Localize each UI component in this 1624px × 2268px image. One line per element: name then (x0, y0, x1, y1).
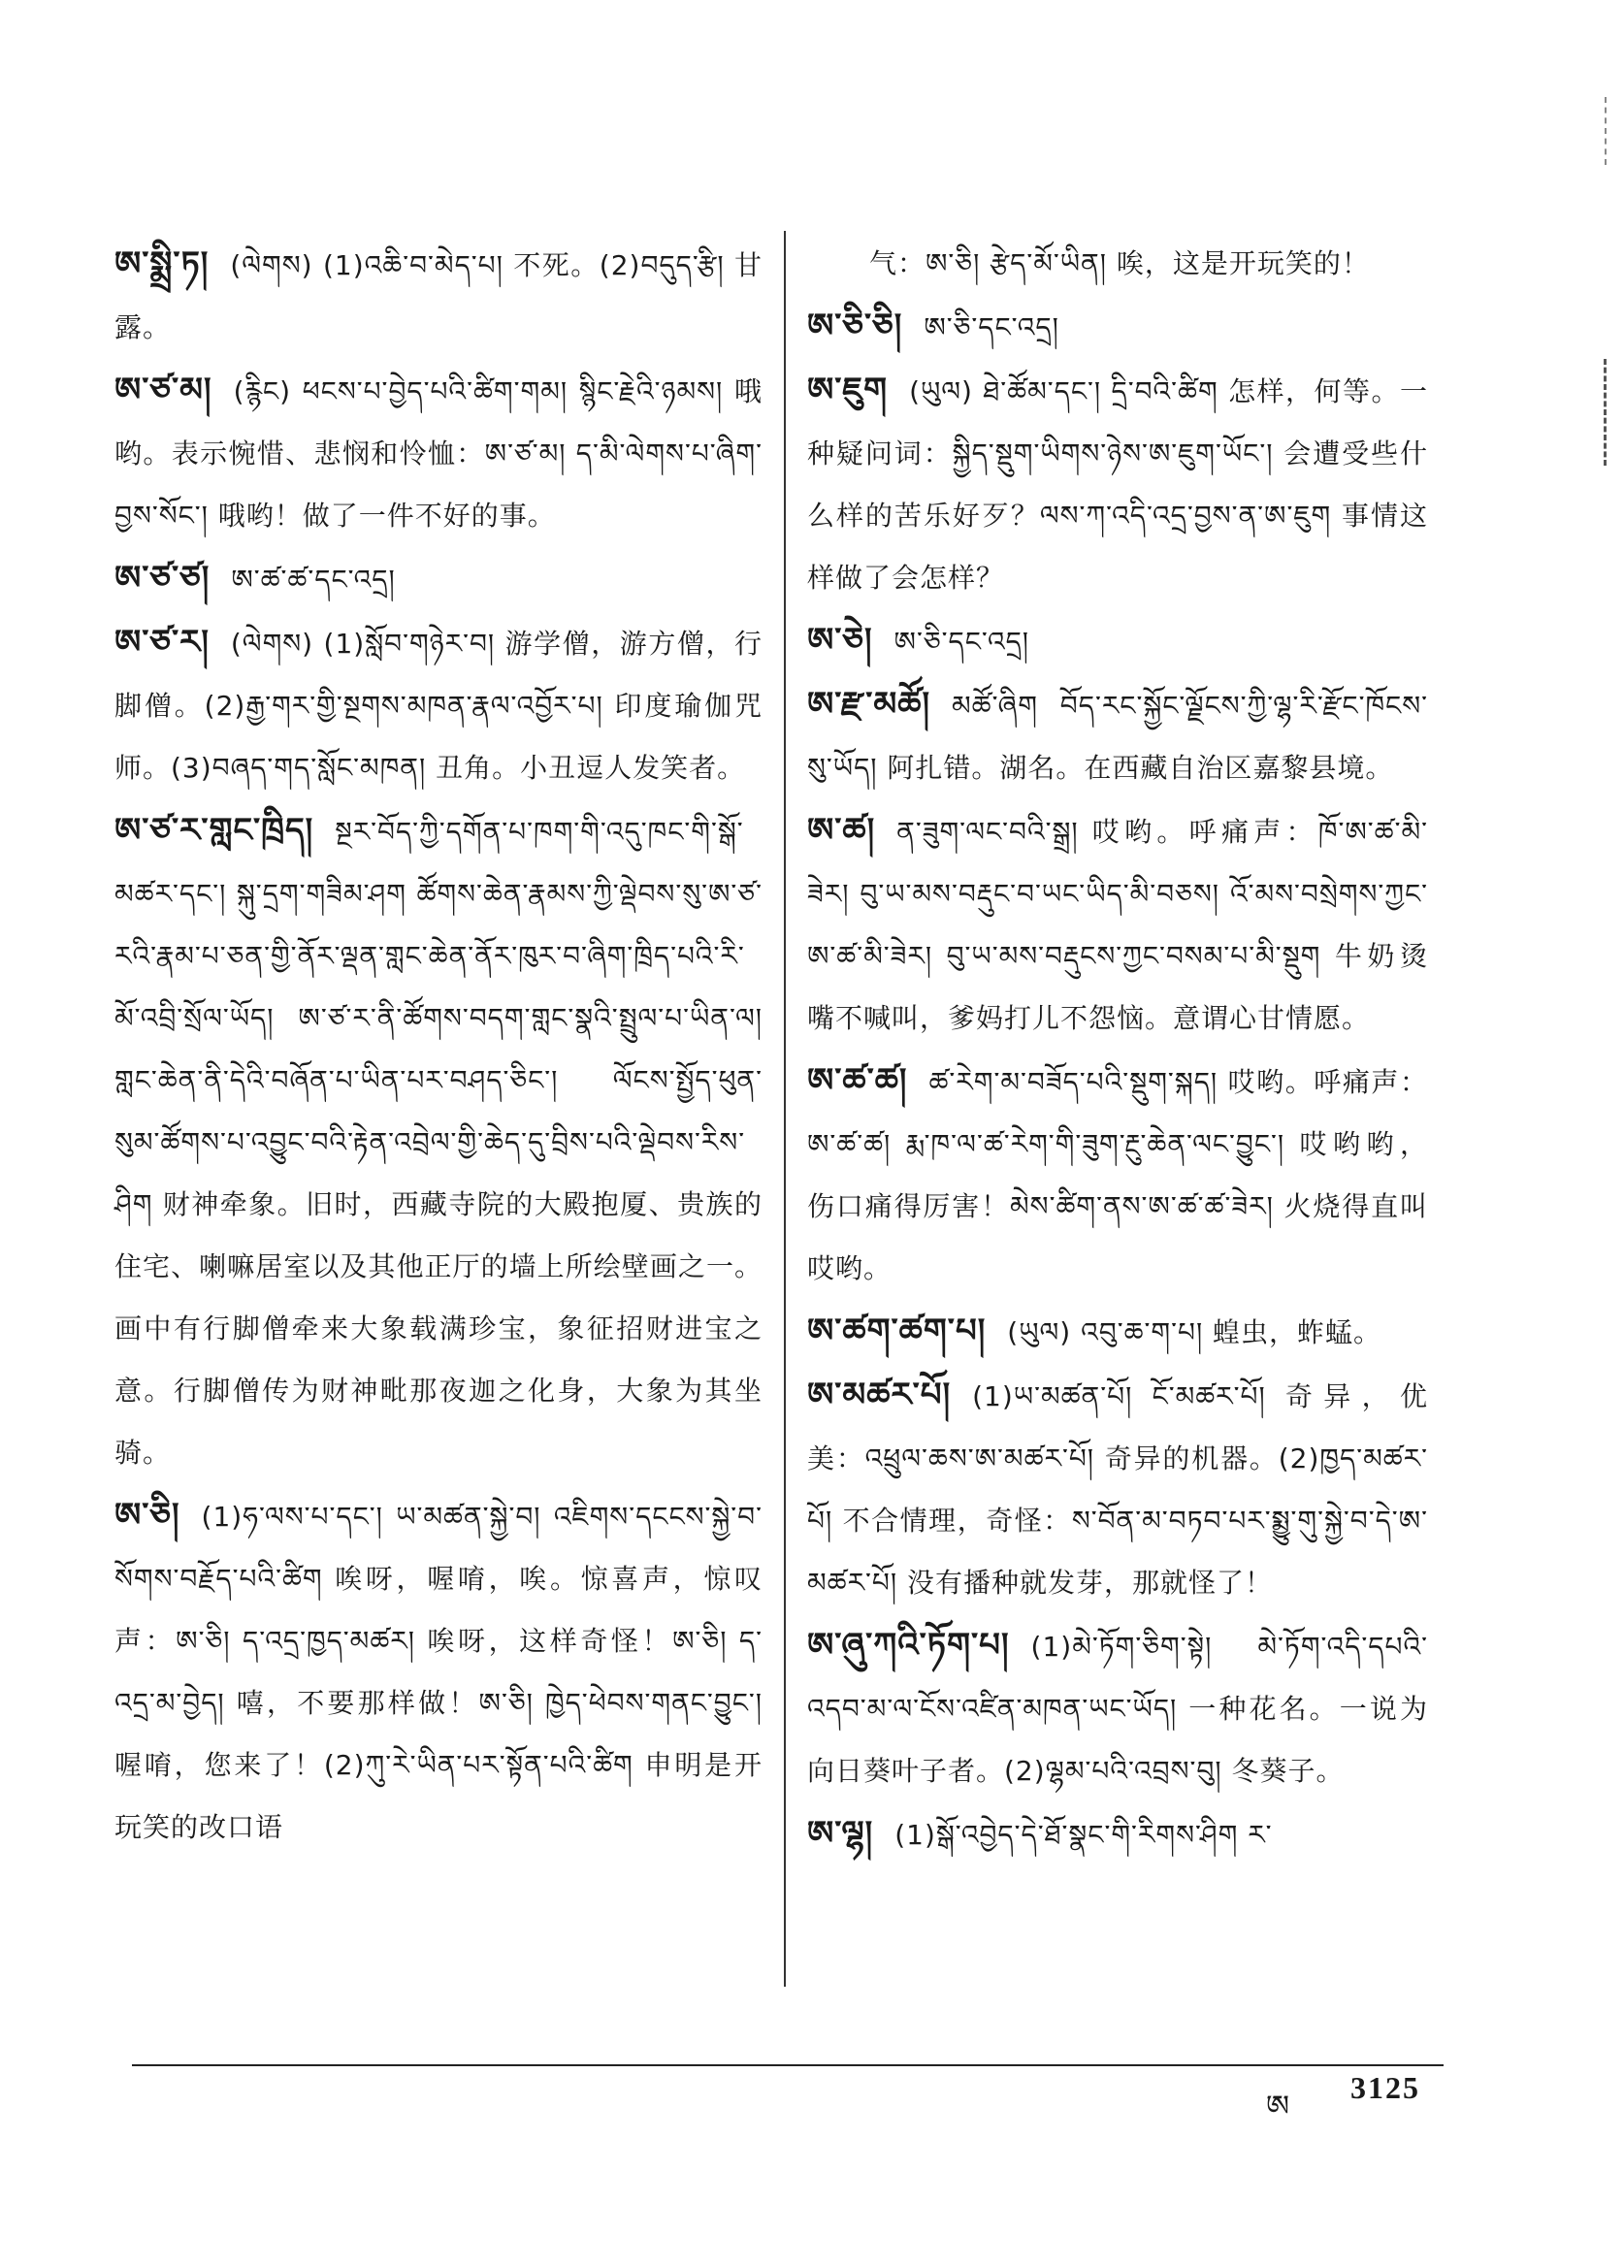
left-column (114, 233, 763, 1859)
entry-headword: ཨ་ཅེ། (807, 621, 873, 660)
footer-rule (132, 2064, 1444, 2066)
entry-definition: (1)མེ་ཏོག་ཅིག་སྟེ། མེ་ཏོག་འདི་དཔའི་འདབ་མ་ལ་ངོས་འཛིན་མཁན་ཡང་ཡོད། 一种花名。一说为向日葵叶子者。(2)ལྷམ་པའི་འབྲས་བུ། 冬葵子。 (807, 1631, 1428, 1787)
entry-definition: (1)ཧ་ལས་པ་དང་། ཡ་མཚན་སྐྱེ་བ། འཇིགས་དངངས་སྐྱེ་བ་སོགས་བརྗོད་པའི་ཚིག 唉呀，喔唷，唉。惊喜声，惊叹声：ཨ་ཅི། ད་འདྲ་ཁྱད་མཚར། 唉呀，这样奇怪！ཨ་ཅི། ད་འདྲ་མ་བྱེད། 嘻，不要那样做！ཨ་ཅི། ཁྱེད་ཕེབས་གནང་བྱུང་། 喔唷，您来了！(2)ཀུ་རེ་ཡིན་པར་སྟོན་པའི་ཚིག 申明是开玩笑的改口语 (114, 1501, 763, 1843)
column-divider (784, 231, 786, 1987)
dictionary-entry (114, 1484, 763, 1859)
dictionary-entry (114, 799, 763, 1484)
entry-headword: ཨ་ཚག་ཚག་པ། (807, 1312, 987, 1350)
entry-headword: ཨ་ཙ་ར། (114, 623, 210, 662)
scan-edge-mark (1605, 97, 1624, 165)
entry-headword: ཨ་ཅི། (114, 1496, 180, 1535)
scan-edge-mark (1604, 359, 1624, 466)
dictionary-entry (807, 609, 1428, 673)
entry-headword: ཨ་ཅི་ཅི། (807, 307, 903, 345)
dictionary-entry (807, 673, 1428, 799)
dictionary-entry (114, 547, 763, 611)
dictionary-entry-continued (807, 233, 1428, 295)
entry-definition: ཨ་ཅི་དང་འདྲ། (924, 311, 1059, 343)
dictionary-entry (114, 611, 763, 799)
entry-definition: (རྙིང) ཕངས་པ་བྱེད་པའི་ཚིག་གམ། སྙིང་རྗེའི་ཉམས། 哦哟。表示惋惜、悲悯和怜恤：ཨ་ཙ་མ། ད་མི་ལེགས་པ་ཞིག་བྱས་སོང་། 哦哟！做了一件不好的事。 (114, 375, 763, 532)
entry-definition: མཚོ་ཞིག བོད་རང་སྐྱོང་ལྗོངས་ཀྱི་ལྷ་རི་རྫོང་ཁོངས་སུ་ཡོད། 阿扎错。湖名。在西藏自治区嘉黎县境。 (807, 690, 1428, 784)
entry-definition: 气：ཨ་ཅི། རྩེད་མོ་ཡིན། 唉，这是开玩笑的！ (869, 247, 1370, 279)
entry-headword: ཨ་ཞུ་ཀའི་ཏོག་པ། (807, 1626, 1010, 1665)
entry-definition: (ཡུལ) ཐེ་ཚོམ་དང་། དྲི་བའི་ཚིག 怎样，何等。一种疑问词：སྐྱིད་སྡུག་ཡིགས་ཉེས་ཨ་ཇུག་ཡོང་། 会遭受些什么样的苦乐好歹？ལས་ཀ་འདི་འདྲ་བྱས་ན་ཨ་ཇུག 事情这样做了会怎样？ (807, 375, 1428, 594)
entry-headword: ཨ་ཚ། (807, 811, 876, 850)
entry-definition: (1)སྒོ་འབྱེད་དེ་ཐོ་སྣང་གི་རིགས་ཤིག ར་ (894, 1819, 1273, 1851)
entry-definition: ཨ་ཚ་ཚ་དང་འདྲ། (231, 564, 396, 596)
entry-definition: ན་ཟུག་ལང་བའི་སྒྲ། 哎哟。呼痛声：ཁོ་ཨ་ཚ་མི་ཟེར། བུ་ཡ་མས་བརྡུང་བ་ཡང་ཡིད་མི་བཅས། འོ་མས་བསྲེགས་ཀྱང་ཨ་ཚ་མི་ཟེར། བུ་ཡ་མས་བརྡུངས་ཀྱང་བསམ་པ་མི་སྡུག 牛奶烫嘴不喊叫，爹妈打儿不怨恼。意谓心甘情愿。 (807, 816, 1428, 1034)
right-column (807, 233, 1428, 1866)
entry-headword: ཨ་ལྷ། (807, 1814, 874, 1853)
dictionary-entry (807, 1802, 1428, 1866)
dictionary-entry (807, 799, 1428, 1050)
dictionary-entry (807, 1364, 1428, 1614)
dictionary-entry (807, 1050, 1428, 1300)
entry-headword: ཨ་ཇུག (807, 371, 889, 409)
dictionary-entry (114, 359, 763, 547)
dictionary-entry (807, 1614, 1428, 1802)
entry-headword: ཨ་ཙ་མ། (114, 371, 212, 409)
entry-headword: ཨ་ཚ་ཚ། (807, 1061, 908, 1100)
entry-definition: ཨ་ཅི་དང་འདྲ། (893, 626, 1030, 658)
dictionary-entry (114, 233, 763, 359)
entry-headword: ཨ་ཙ་ཙ། (114, 559, 211, 598)
dictionary-entry (807, 295, 1428, 359)
page-number: 3125 (1350, 2070, 1420, 2105)
dictionary-entry (807, 1300, 1428, 1364)
entry-headword: ཨ་སྨྲི་ཏ། (114, 244, 210, 283)
entry-headword: ཨ་ཙ་ར་གླང་ཁྲིད། (114, 811, 314, 850)
entry-headword: ཨ་རྫ་མཚོ། (807, 685, 930, 724)
entry-definition: (1)ཡ་མཚན་པོ། ངོ་མཚར་པོ། 奇异，优美：འཕྲུལ་ཆས་ཨ་མཚར་པོ། 奇异的机器。(2)ཁྱད་མཚར་པོ། 不合情理，奇怪：ས་བོན་མ་བཏབ་པར་སྨྱུ་གུ་སྐྱེ་བ་དེ་ཨ་མཚར་པོ། 没有播种就发芽，那就怪了！ (807, 1380, 1428, 1599)
entry-definition: (ཡུལ) འབུ་ཆ་ག་པ། 蝗虫，蚱蜢。 (1007, 1316, 1382, 1348)
entry-definition: (ལེགས) (1)སློབ་གཉེར་བ། 游学僧，游方僧，行脚僧。(2)རྒྱ་གར་གྱི་སྔགས་མཁན་རྣལ་འབྱོར་པ། 印度瑜伽咒师。(3)བཞད་གད་སློང་མཁན། 丑角。小丑逗人发笑者。 (114, 628, 763, 784)
entry-headword: ཨ་མཚར་པོ། (807, 1376, 952, 1414)
entry-definition: (ལེགས) (1)འཆི་བ་མེད་པ། 不死。(2)བདུད་རྩི། 甘露。 (114, 249, 763, 343)
dictionary-entry (807, 359, 1428, 609)
entry-definition: སྔར་བོད་ཀྱི་དགོན་པ་ཁག་གི་འདུ་ཁང་གི་སྒོ་མཚར་དང་། སྐུ་དྲག་གཟིམ་ཤག ཚོགས་ཆེན་རྣམས་ཀྱི་ལྡེབས་སུ་ཨ་ཙ་རའི་རྣམ་པ་ཅན་གྱི་ནོར་ལྡན་གླང་ཆེན་ནོར་ཁུར་བ་ཞིག་ཁྲིད་པའི་རི་མོ་འབྲི་སྲོལ་ཡོད། ཨ་ཙ་ར་ནི་ཚོགས་བདག་གླང་སྣའི་སྤྲུལ་པ་ཡིན་ལ། གླང་ཆེན་ནི་དེའི་བཞོན་པ་ཡིན་པར་བཤད་ཅིང་། ལོངས་སྤྱོད་ཕུན་སུམ་ཚོགས་པ་འབྱུང་བའི་རྟེན་འབྲེལ་གྱི་ཆེད་དུ་བྲིས་པའི་ལྡེབས་རིས་ཤིག 财神牵象。旧时，西藏寺院的大殿抱厦、贵族的住宅、喇嘛居室以及其他正厅的墙上所绘壁画之一。画中有行脚僧牵来大象载满珍宝，象征招财进宝之意。行脚僧传为财神毗那夜迦之化身，大象为其坐骑。 (114, 816, 763, 1469)
running-letter: ཨ (1266, 2090, 1290, 2123)
entry-definition: ཚ་རེག་མ་བཟོད་པའི་སྡུག་སྐད། 哎哟。呼痛声：ཨ་ཚ་ཚ། རྨ་ཁ་ལ་ཚ་རེག་གི་ཟུག་རྔུ་ཆེན་ལང་བྱུང་། 哎哟哟，伤口痛得厉害！མེས་ཚིག་ནས་ཨ་ཚ་ཚ་ཟེར། 火烧得直叫哎哟。 (807, 1066, 1428, 1284)
